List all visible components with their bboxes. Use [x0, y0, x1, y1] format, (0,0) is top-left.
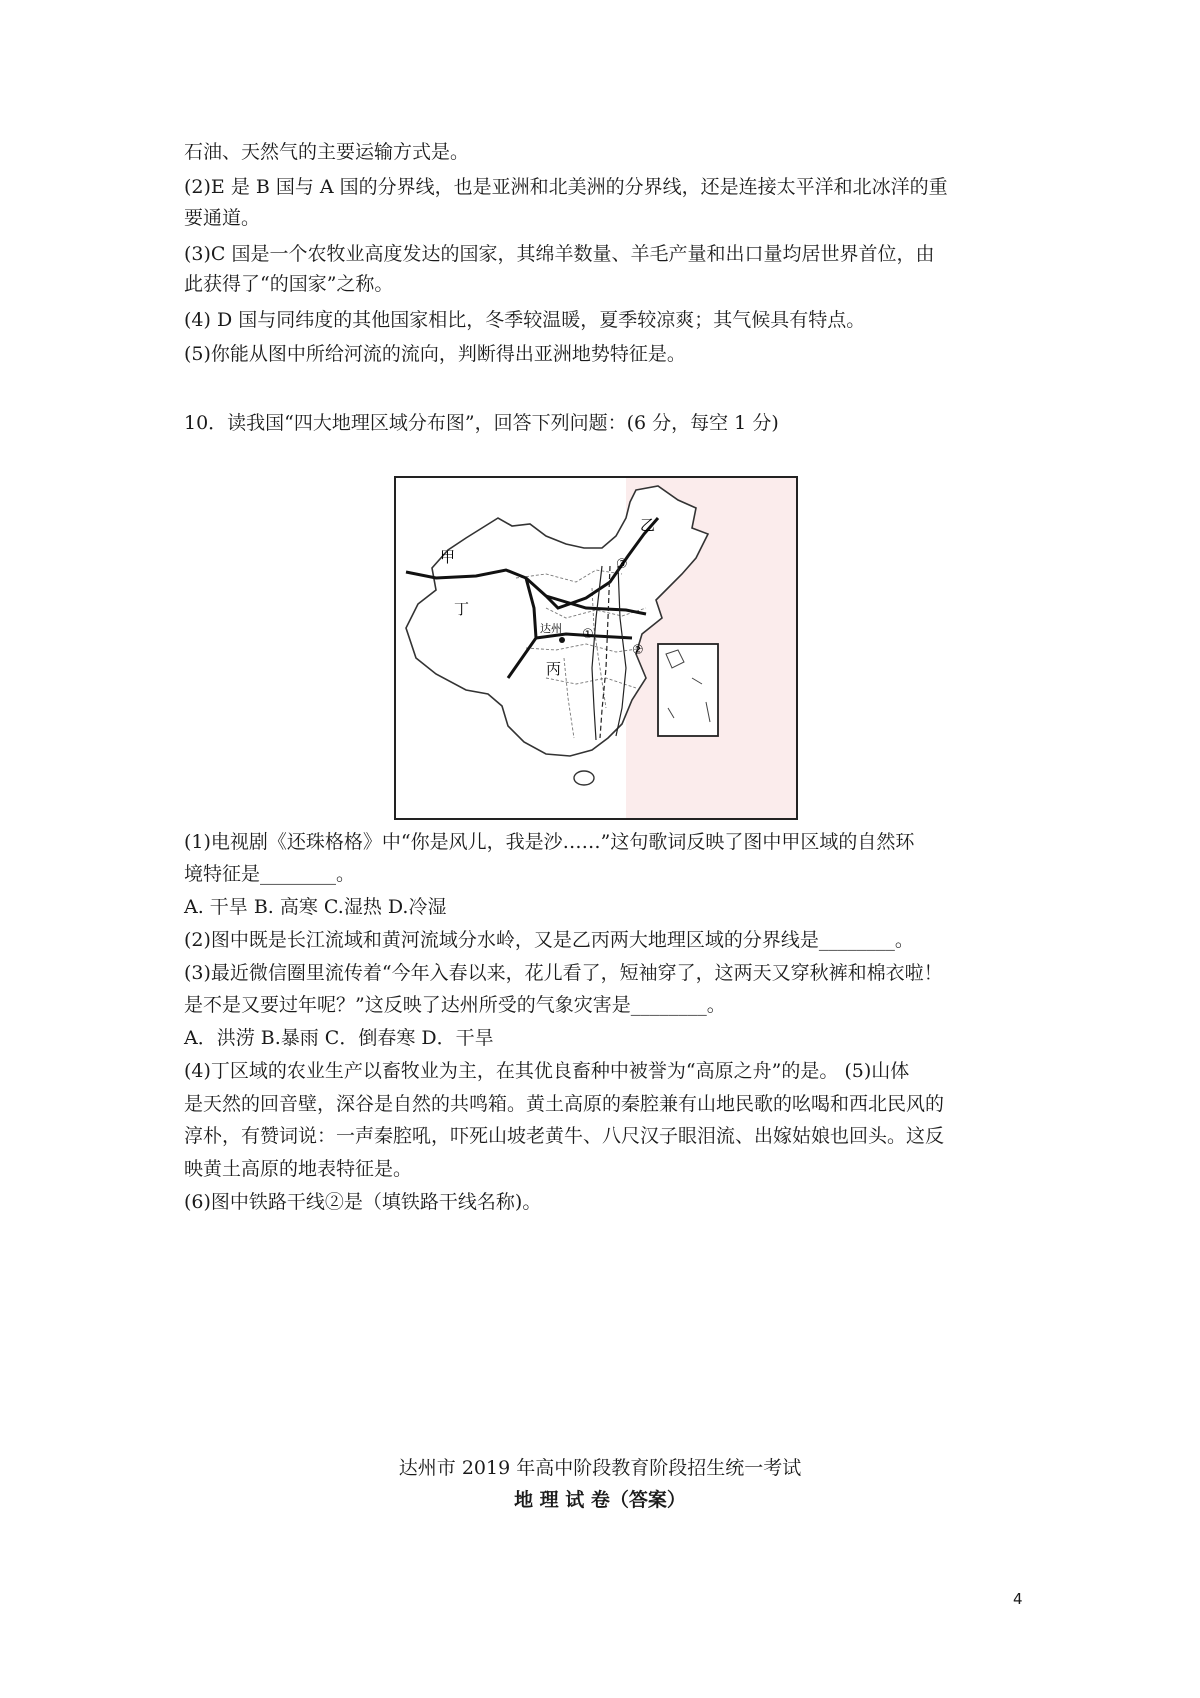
- rail-label-3: ③: [616, 557, 628, 572]
- rail-label-1: ①: [582, 627, 594, 642]
- q10-sub3-line-a: (3)最近微信圈里流传着“今年入春以来，花儿看了，短袖穿了，这两天又穿秋裤和棉衣啦！: [184, 962, 943, 984]
- q10-sub2: (2)图中既是长江流域和黄河流域分水岭，又是乙丙两大地理区域的分界线是________。: [184, 929, 914, 951]
- paper-title: 地 理 试 卷（答案）: [514, 1489, 686, 1511]
- q10-sub3-options: A．洪涝 B.暴雨 C．倒春寒 D．干旱: [184, 1027, 494, 1049]
- exam-title: 达州市 2019 年高中阶段教育阶段招生统一考试: [398, 1457, 802, 1479]
- region-label-yi: 乙: [640, 516, 656, 534]
- q9-sub2-line-b: 要通道。: [184, 207, 261, 229]
- region-label-ding: 丁: [454, 600, 470, 618]
- hainan-island: [574, 771, 594, 785]
- q9-sub5: (5)你能从图中所给河流的流向，判断得出亚洲地势特征是。: [184, 343, 686, 365]
- q9-sub2-line-a: (2)E 是 B 国与 A 国的分界线，也是亚洲和北美洲的分界线，还是连接太平洋和北冰洋的重: [184, 176, 948, 198]
- q10-sub4-5-line-a: (4)丁区域的农业生产以畜牧业为主，在其优良畜种中被誉为“高原之舟”的是。 (5)山体: [184, 1060, 910, 1082]
- south-china-sea-inset: [658, 644, 718, 736]
- china-regions-map: [394, 476, 798, 820]
- q10-stem: 10．读我国“四大地理区域分布图”，回答下列问题：(6 分，每空 1 分): [184, 412, 779, 434]
- q10-sub1-line-a: (1)电视剧《还珠格格》中“你是风儿，我是沙……”这句歌词反映了图中甲区域的自然环: [184, 831, 915, 853]
- q10-sub4-5-line-d: 映黄土高原的地表特征是。: [184, 1158, 413, 1180]
- q9-line-1: 石油、天然气的主要运输方式是。: [184, 141, 470, 163]
- q10-sub3-line-b: 是不是又要过年呢？”这反映了达州所受的气象灾害是________。: [184, 994, 726, 1016]
- q9-sub3-line-a: (3)C 国是一个农牧业高度发达的国家，其绵羊数量、羊毛产量和出口量均居世界首位，由: [184, 243, 935, 265]
- q9-sub3-line-b: 此获得了“的国家”之称。: [184, 273, 394, 295]
- dazhou-marker: [559, 637, 565, 643]
- region-label-jia: 甲: [440, 548, 456, 566]
- q10-sub1-line-b: 境特征是________。: [184, 863, 356, 885]
- rail-label-2: ②: [632, 643, 644, 658]
- page-number: 4: [1013, 1590, 1023, 1608]
- region-label-bing: 丙: [546, 660, 562, 678]
- q9-sub4: (4) D 国与同纬度的其他国家相比，冬季较温暖，夏季较凉爽；其气候具有特点。: [184, 309, 866, 331]
- map-drawing: [396, 478, 796, 818]
- dazhou-label: 达州: [540, 622, 562, 635]
- q10-sub1-options: A. 干旱 B. 高寒 C.湿热 D.冷湿: [184, 896, 447, 918]
- q10-sub4-5-line-c: 淳朴，有赞词说：一声秦腔吼，吓死山坡老黄牛、八尺汉子眼泪流、出嫁姑娘也回头。这反: [184, 1125, 945, 1147]
- q10-sub6: (6)图中铁路干线②是（填铁路干线名称)。: [184, 1191, 542, 1213]
- q10-sub4-5-line-b: 是天然的回音壁，深谷是自然的共鸣箱。黄土高原的秦腔兼有山地民歌的吆喝和西北民风的: [184, 1093, 945, 1115]
